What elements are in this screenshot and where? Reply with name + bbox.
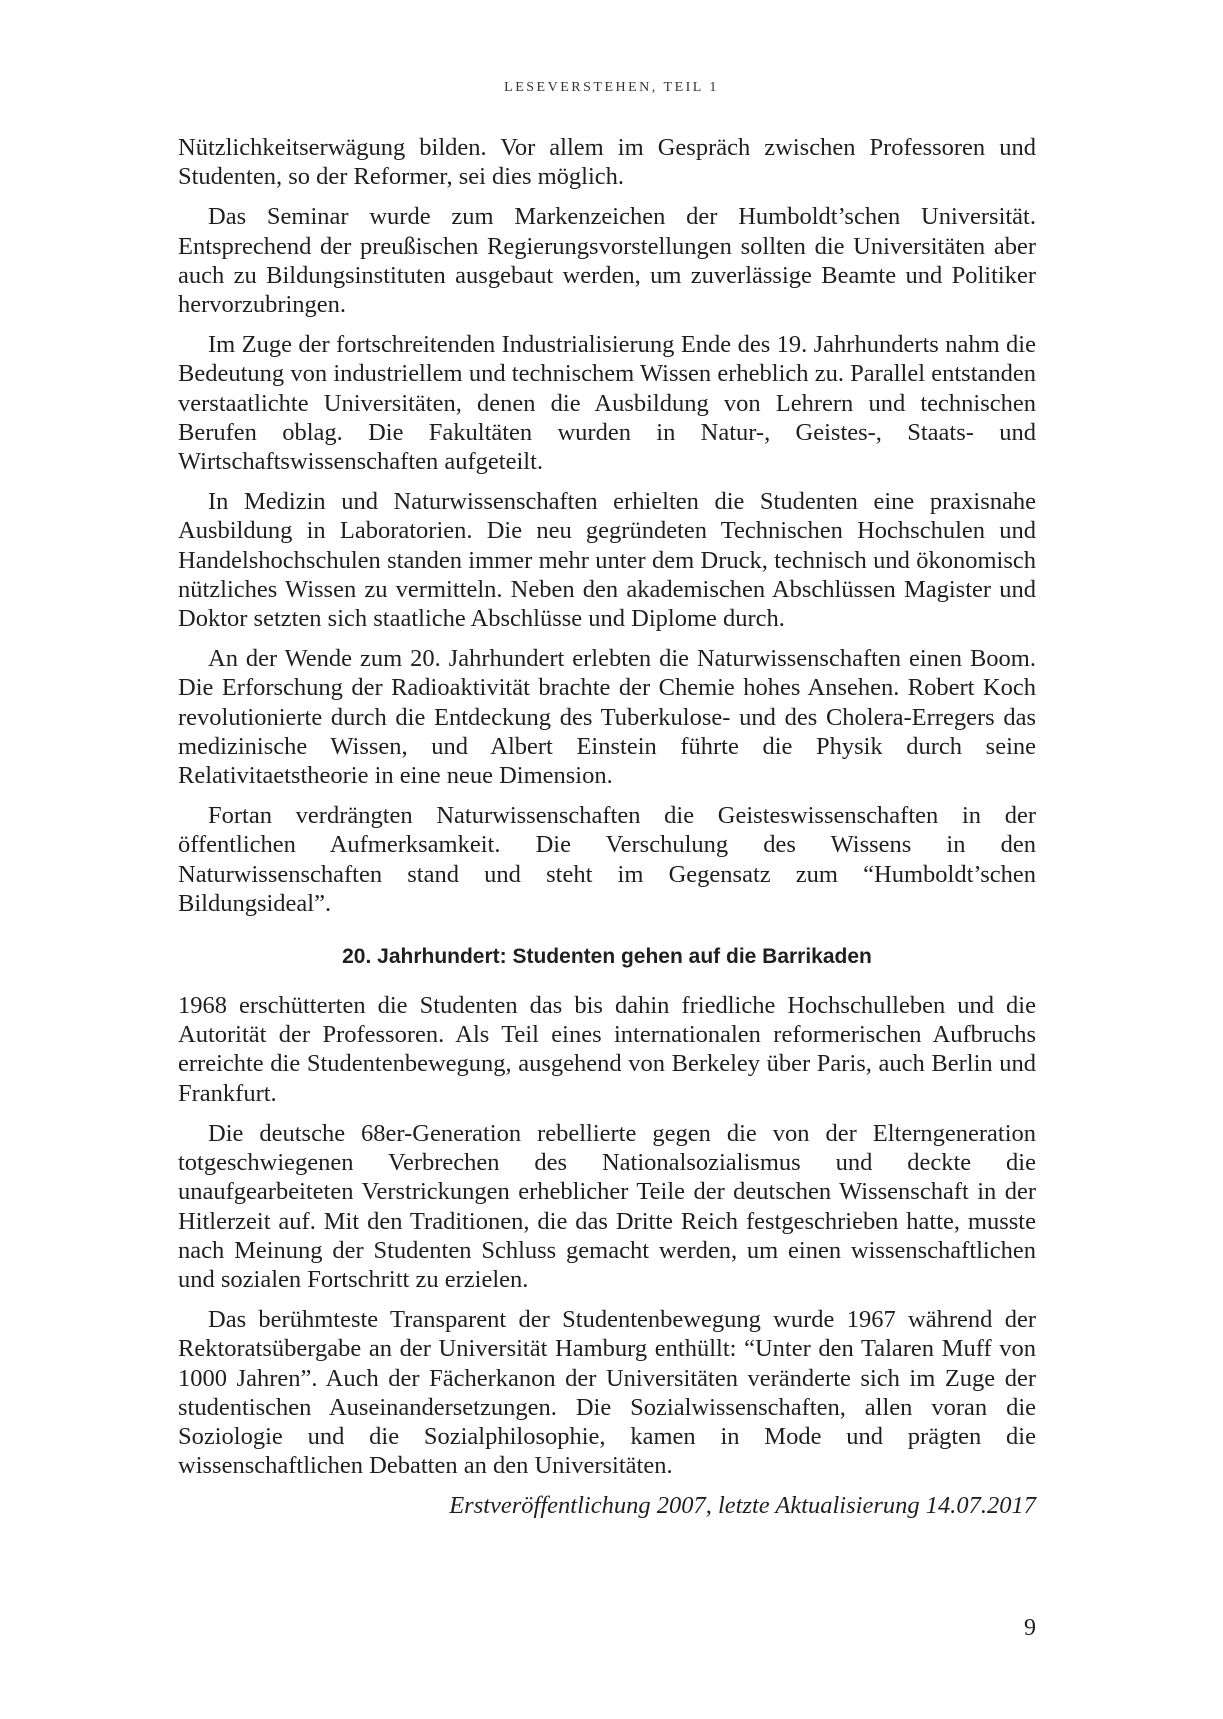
paragraph: Nützlichkeitserwägung bilden. Vor allem im Gespräch zwischen Professoren und Studenten, so der Reformer, sei dies möglich.	[178, 134, 1036, 191]
section-heading: 20. Jahrhundert: Studenten gehen auf die Barrikaden	[342, 945, 872, 969]
page-number: 9	[1024, 1615, 1036, 1641]
paragraph: Das Seminar wurde zum Markenzeichen der Humboldt’schen Universität. Entsprechend der preußischen Regierungsvorstellungen sollten die Universitäten aber auch zu Bildungsinstituten ausgebaut werden, um zuverlässige Beamte und Politiker hervorzubringen.	[178, 203, 1036, 319]
running-header: LESEVERSTEHEN, TEIL 1	[504, 80, 719, 95]
paragraph: In Medizin und Naturwissenschaften erhielten die Studenten eine praxisnahe Ausbildung in Laboratorien. Die neu gegründeten Technischen Hochschulen und Handelshochschulen standen immer mehr unter dem Druck, technisch und ökonomisch nützliches Wissen zu vermitteln. Neben den akademischen Abschlüssen Magister und Doktor setzten sich staatliche Abschlüsse und Diplome durch.	[178, 488, 1036, 633]
source-note: Erstveröffentlichung 2007, letzte Aktualisierung 14.07.2017	[449, 1492, 1036, 1520]
paragraph: Das berühmteste Transparent der Studentenbewegung wurde 1967 während der Rektoratsübergabe an der Universität Hamburg enthüllt: “Unter den Talaren Muff von 1000 Jahren”. Auch der Fächerkanon der Universitäten veränderte sich im Zuge der studentischen Auseinandersetzungen. Die Sozialwissenschaften, allen voran die Soziologie und die Sozialphilosophie, kamen in Mode und prägten die wissenschaftlichen Debatten an den Universitäten.	[178, 1306, 1036, 1480]
paragraph: An der Wende zum 20. Jahrhundert erlebten die Naturwissenschaften einen Boom. Die Erforschung der Radioaktivität brachte der Chemie hohes Ansehen. Robert Koch revolutionierte durch die Entdeckung des Tuberkulose- und des Cholera-Erregers das medizinische Wissen, und Albert Einstein führte die Physik durch seine Relativitaetstheorie in eine neue Dimension.	[178, 645, 1036, 790]
paragraph: Im Zuge der fortschreitenden Industrialisierung Ende des 19. Jahrhunderts nahm die Bedeutung von industriellem und technischem Wissen erheblich zu. Parallel entstanden verstaatlichte Universitäten, denen die Ausbildung von Lehrern und technischen Berufen oblag. Die Fakultäten wurden in Natur-, Geistes-, Staats- und Wirtschaftswissenschaften aufgeteilt.	[178, 331, 1036, 476]
paragraph: 1968 erschütterten die Studenten das bis dahin friedliche Hochschulleben und die Autorität der Professoren. Als Teil eines internationalen reformerischen Aufbruchs erreichte die Studentenbewegung, ausgehend von Berkeley über Paris, auch Berlin und Frankfurt.	[178, 992, 1036, 1107]
paragraph: Die deutsche 68er-Generation rebellierte gegen die von der Elterngeneration totgeschwiegenen Verbrechen des Nationalsozialismus und deckte die unaufgearbeiteten Verstrickungen erheblicher Teile der deutschen Wissenschaft in der Hitlerzeit auf. Mit den Traditionen, die das Dritte Reich festgeschrieben hatte, musste nach Meinung der Studenten Schluss gemacht werden, um einen wissenschaftlichen und sozialen Fortschritt zu erzielen.	[178, 1119, 1036, 1293]
article-body	[178, 133, 1036, 1532]
paragraph: Fortan verdrängten Naturwissenschaften die Geisteswissenschaften in der öffentlichen Aufmerksamkeit. Die Verschulung des Wissens in den Naturwissenschaften stand und steht im Gegensatz zum “Humboldt’schen Bildungsideal”.	[178, 802, 1036, 917]
